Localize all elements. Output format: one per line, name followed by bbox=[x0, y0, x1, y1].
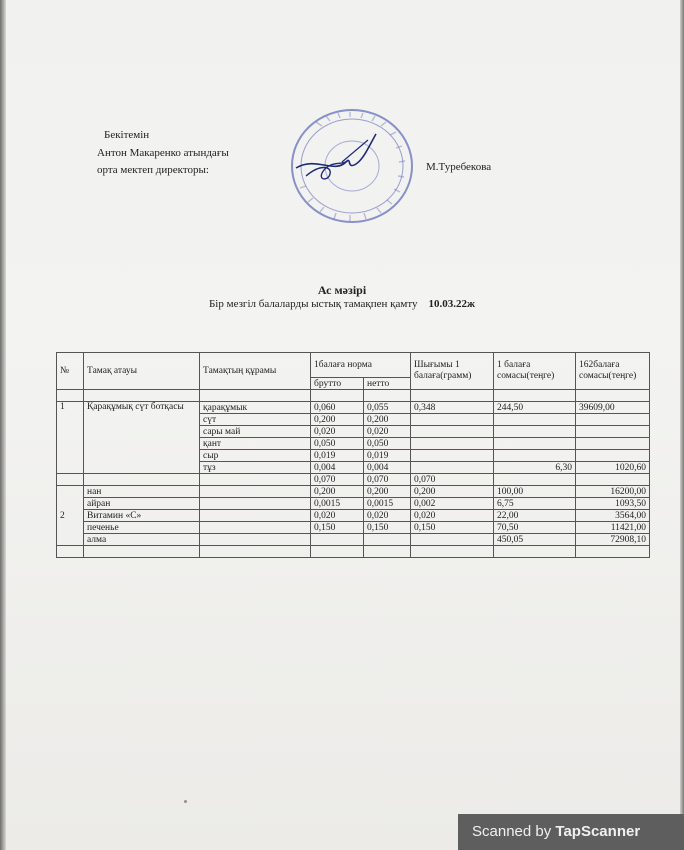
table-row bbox=[57, 498, 650, 510]
gross-value: 0,019 bbox=[311, 450, 364, 462]
gross-value: 0,150 bbox=[311, 522, 364, 534]
gross-value: 0,060 bbox=[311, 402, 364, 414]
table-row bbox=[57, 510, 650, 522]
sum1-value: 70,50 bbox=[494, 522, 576, 534]
ingredient-name: сүт bbox=[200, 414, 311, 426]
approve-label: Бекітемін bbox=[104, 129, 150, 141]
waste-value: 0,200 bbox=[411, 486, 494, 498]
net-value: 0,0015 bbox=[364, 498, 411, 510]
sum1-value: 450,05 bbox=[494, 534, 576, 546]
gross-value: 0,050 bbox=[311, 438, 364, 450]
director-name: М.Туребекова bbox=[426, 161, 492, 173]
gross-value: 0,0015 bbox=[311, 498, 364, 510]
spacer-row bbox=[57, 546, 650, 558]
header-sum162: 162балаға сомасы(теңге) bbox=[576, 353, 650, 390]
ingredient-name: сыр bbox=[200, 450, 311, 462]
paper-speck bbox=[184, 800, 187, 803]
net-value: 0,020 bbox=[364, 510, 411, 522]
table-row bbox=[57, 522, 650, 534]
item-name: печенье bbox=[84, 522, 200, 534]
net-value: 0,200 bbox=[364, 414, 411, 426]
table-row bbox=[57, 474, 650, 486]
gross-value: 0,200 bbox=[311, 414, 364, 426]
header-row bbox=[57, 353, 650, 378]
ingredient-name: қарақұмык bbox=[200, 402, 311, 414]
net-value: 0,150 bbox=[364, 522, 411, 534]
sum1-value: 100,00 bbox=[494, 486, 576, 498]
spacer-row bbox=[57, 390, 650, 402]
waste-value: 0,348 bbox=[411, 402, 494, 414]
gross-value: 0,070 bbox=[311, 474, 364, 486]
waste-value: 0,002 bbox=[411, 498, 494, 510]
header-gross: брутто bbox=[311, 378, 364, 390]
net-value: 0,070 bbox=[364, 474, 411, 486]
school-label: Антон Макаренко атындағы bbox=[97, 147, 229, 159]
subtitle-text: Бір мезгіл балаларды ыстық тамақпен қамту bbox=[208, 298, 418, 310]
table-row bbox=[57, 486, 650, 498]
header-composition: Тамақтың құрамы bbox=[200, 353, 311, 390]
scanner-watermark bbox=[458, 814, 684, 850]
menu-date: 10.03.22ж bbox=[428, 298, 475, 310]
gross-value: 0,020 bbox=[311, 510, 364, 522]
item-name: алма bbox=[84, 534, 200, 546]
sum1-value: 244,50 bbox=[494, 402, 576, 414]
net-value: 0,200 bbox=[364, 486, 411, 498]
scanner-prefix: Scanned by bbox=[472, 823, 556, 840]
sum1-value: 22,00 bbox=[494, 510, 576, 522]
table-row bbox=[57, 534, 650, 546]
menu-subtitle bbox=[0, 298, 684, 310]
item-name: нан bbox=[84, 486, 200, 498]
ingredient-name: сары май bbox=[200, 426, 311, 438]
header-sum1: 1 балаға сомасы(теңге) bbox=[494, 353, 576, 390]
menu-table bbox=[56, 352, 650, 558]
header-waste: Шығымы 1 балаға(грамм) bbox=[411, 353, 494, 390]
page-shadow-right bbox=[680, 0, 684, 850]
group2-number: 2 bbox=[57, 486, 84, 546]
item-name: айран bbox=[84, 498, 200, 510]
sum162-value: 1020,60 bbox=[576, 462, 650, 474]
net-value: 0,055 bbox=[364, 402, 411, 414]
menu-title: Ас мәзірі bbox=[317, 283, 367, 297]
header-norm: 1балаға норма bbox=[311, 353, 411, 378]
net-value: 0,004 bbox=[364, 462, 411, 474]
scanner-brand: TapScanner bbox=[555, 823, 641, 840]
page-shadow-left bbox=[0, 0, 6, 850]
ingredient-name: тұз bbox=[200, 462, 311, 474]
net-value: 0,019 bbox=[364, 450, 411, 462]
ingredient-name: қант bbox=[200, 438, 311, 450]
net-value: 0,050 bbox=[364, 438, 411, 450]
sum1-value: 6,30 bbox=[494, 462, 576, 474]
gross-value: 0,020 bbox=[311, 426, 364, 438]
sum162-value: 1093,50 bbox=[576, 498, 650, 510]
sum162-value: 11421,00 bbox=[576, 522, 650, 534]
director-label: орта мектеп директоры: bbox=[97, 164, 209, 176]
net-value: 0,020 bbox=[364, 426, 411, 438]
sum162-value: 3564,00 bbox=[576, 510, 650, 522]
waste-value: 0,150 bbox=[411, 522, 494, 534]
header-dish: Тамақ атауы bbox=[84, 353, 200, 390]
sum162-value: 39609,00 bbox=[576, 402, 650, 414]
table-row bbox=[57, 402, 650, 414]
waste-value: 0,020 bbox=[411, 510, 494, 522]
official-seal-stamp bbox=[286, 104, 416, 228]
group1-number: 1 bbox=[57, 402, 84, 474]
header-net: нетто bbox=[364, 378, 411, 390]
sum1-value: 6,75 bbox=[494, 498, 576, 510]
item-name: Витамин «С» bbox=[84, 510, 200, 522]
gross-value: 0,200 bbox=[311, 486, 364, 498]
header-no: № bbox=[57, 353, 84, 390]
waste-value: 0,070 bbox=[411, 474, 494, 486]
sum162-value: 72908,10 bbox=[576, 534, 650, 546]
group1-dish: Қарақұмық сүт ботқасы bbox=[84, 402, 200, 474]
gross-value: 0,004 bbox=[311, 462, 364, 474]
sum162-value: 16200,00 bbox=[576, 486, 650, 498]
